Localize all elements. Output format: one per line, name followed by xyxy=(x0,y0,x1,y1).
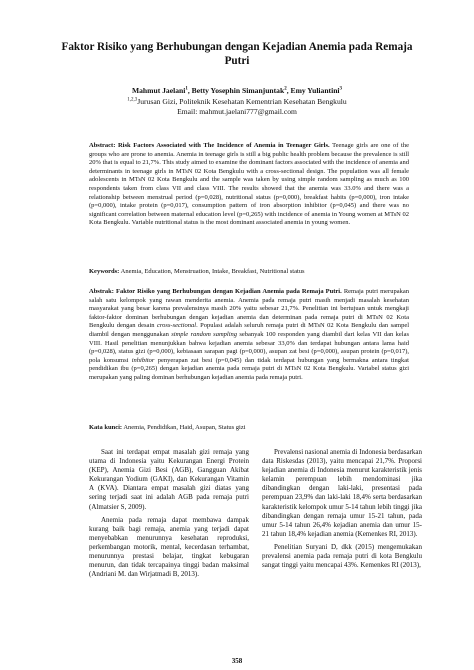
abstract-english xyxy=(89,142,409,228)
body-paragraph: Saat ini terdapat empat masalah gizi remaja yang utama di Indonesia yaitu Kekurangan Energi Protein (KEP), Anemia Gizi Besi (AGB), Gangguan Akibat Kekurangan Yodium (GAKI), dan Kekurangan Vitamin A (KVA). Diantara empat masalah gizi diatas yang sering terjadi saat ini adalah AGB pada remaja putri (Almatsier S, 2009). xyxy=(89,448,249,511)
author-email: Email: mahmut.jaelani777@gmail.com xyxy=(177,107,297,116)
author-list xyxy=(40,86,434,96)
body-paragraph: Prevalensi nasional anemia di Indonesia berdasarkan data Riskesdas (2013), yaitu mencapai 21,7%. Proporsi kejadian anemia di Indonesia menurut karakteristik jenis kelamin perempuan lebih mendominasi jika dibandingkan dengan laki-laki, presentasi pada perempuan 23,9% dan laki-laki 18,4% serta berdasarkan karakteristik kelompok umur 5-14 tahun lebih tinggi jika dibandingkan dengan remaja umur 15-21 tahun, pada umur 5-14 tahun 26,4% kejadian anemia dan umur 15-21 tahun 18,4% kejadian anemia (Kemenkes RI, 2013). xyxy=(262,448,422,538)
keywords-english xyxy=(89,268,409,277)
author-name: Emy Yuliantini xyxy=(290,86,340,95)
abstract-indonesian-italic: inhibitor xyxy=(131,356,155,364)
author-name: Betty Yosephin Simanjuntak xyxy=(191,86,285,95)
abstract-indonesian-italic: simple random sampling xyxy=(171,330,237,338)
body-paragraph: Anemia pada remaja dapat membawa dampak kurang baik bagi remaja, anemia yang terjadi dapat menyebabkan menurunnya kesehatan reproduksi, perkembangan motorik, mental, kecerdasan terhambat, menurunnya prestasi belajar, tingkat kebugaran menurun, dan tidak tercapainya tinggi badan maksimal (Andriani M. dan Wirjatmadi B, 2013). xyxy=(89,515,249,579)
author-name: Mahmut Jaelani xyxy=(131,86,186,95)
author-separator: , xyxy=(286,86,291,95)
body-column-left xyxy=(89,448,249,583)
body-paragraph: Penelitian Suryani D, dkk (2015) mengemukakan prevalensi anemia pada remaja putri di kota Bengkulu sangat tinggi yaitu mencapai 43%. Kemenkes RI (2013), xyxy=(262,542,422,570)
abstract-indonesian-italic: cross-sectional xyxy=(156,322,197,330)
page-number: 358 xyxy=(231,657,243,665)
abstract-indonesian-text: . Populasi adalah seluruh remaja putri di MTsN 02 Kota Bengkulu dan sampel diambil dengan menggunakan xyxy=(89,322,410,338)
keywords-english-text: Anemia, Education, Menstruation, Intake, Breakfast, Nutritional status xyxy=(120,268,305,275)
keywords-indonesian-text: Anemia, Pendidikan, Haid, Asupan, Status gizi xyxy=(123,424,246,431)
author-affiliation-mark: 2 xyxy=(284,86,287,92)
body-column-right xyxy=(262,448,422,574)
affiliation-text: Jurusan Gizi, Politeknik Kesehatan Kementrian Kesehatan Bengkulu xyxy=(137,97,347,106)
abstract-english-text: Teenage girls are one of the groups who are prone to anemia. Anemia in teenage girls is still a big public health problem because the prevalence is still 20% that is equal to 21,7%. This study aimed to examine the dominant factors associated with the incidence of anemia and determinants in teenage girls in MTsN 02 Kota Bengkulu with a cross-sectional design. The population was all female adolescents in MTsN 02 Kota Bengkulu and the sample was taken by using simple random sampling as much as 100 respondents taken from class VII and class VIII. The results showed that the anemia was 33.0% and there was a relationship between menstrual period (p=0,028), nutritional status (p=0,000), breakfast habits (p=0,000), iron intake (p=0,000), intake protein (p=0,017), consumption pattern of iron absorption inhibitor (p=0,045) and there was no significant correlation between maternal education level (p=0,265) with incidence of anemia in Young women at MTsN 02 Kota Bengkulu. Variable nutritional status is the most dominant associated anemia in young women. xyxy=(89,142,409,227)
keywords-indonesian-label: Kata kunci: xyxy=(89,424,123,431)
author-separator: , xyxy=(187,86,192,95)
author-affiliation-mark: 3 xyxy=(339,86,343,92)
abstract-indonesian-text: Remaja putri merupakan salah satu kelompok yang rawan menderita anemia. Anemia pada remaja putri masih menjadi masalah kesehatan masyarakat yang besar karena prevalensinya masih 20% yaitu sebesar 21,7%. Penelitian ini bertujuan untuk mengkaji faktor-faktor dominan berhubungan dengan kejadian anemia dan determinan pada remaja putri di MTsN 02 Kota Bengkulu dengan desain xyxy=(89,288,409,330)
abstract-indonesian-label: Abstrak: Faktor Risiko yang Berhubungan dengan Kejadian Anemia pada Remaja Putri. xyxy=(89,288,342,295)
affiliation xyxy=(40,97,434,107)
author-affiliation-mark: 1 xyxy=(185,86,188,92)
abstract-indonesian-text: sebanyak 100 responden yang diambil dari kelas VII dan kelas VIII. Hasil penelitian menunjukkan bahwa kejadian anemia sebesar 33,0% dan terdapat hubungan antara lama haid (p=0,028), status gizi (p=0,000), kebiasaan sarapan pagi (p=0,000), asupan zat besi (p=0,000), asupan protein (p=0,017), pola konsumsi xyxy=(89,330,409,364)
abstract-indonesian-text: penyerapan zat besi (p=0,045) dan tidak terdapat hubungan yang bermakna antara tingkat pendidikan ibu (p=0,265) dengan kejadian anemia pada remaja putri di MTsN 02 Kota Bengkulu. Variabel status gizi merupakan yang paling dominan berhubungan kejadian anemia pada remaja putri. xyxy=(89,356,409,381)
paper-title: Faktor Risiko yang Berhubungan dengan Kejadian Anemia pada Remaja Putri xyxy=(61,41,413,67)
abstract-indonesian xyxy=(89,288,409,383)
affiliation-mark: 1,2,3 xyxy=(127,97,138,103)
keywords-indonesian xyxy=(89,424,409,433)
abstract-english-label: Abstract: Risk Factors Associated with The Incidence of Anemia in Teenager Girls. xyxy=(89,142,330,149)
keywords-english-label: Keywords: xyxy=(89,268,120,275)
